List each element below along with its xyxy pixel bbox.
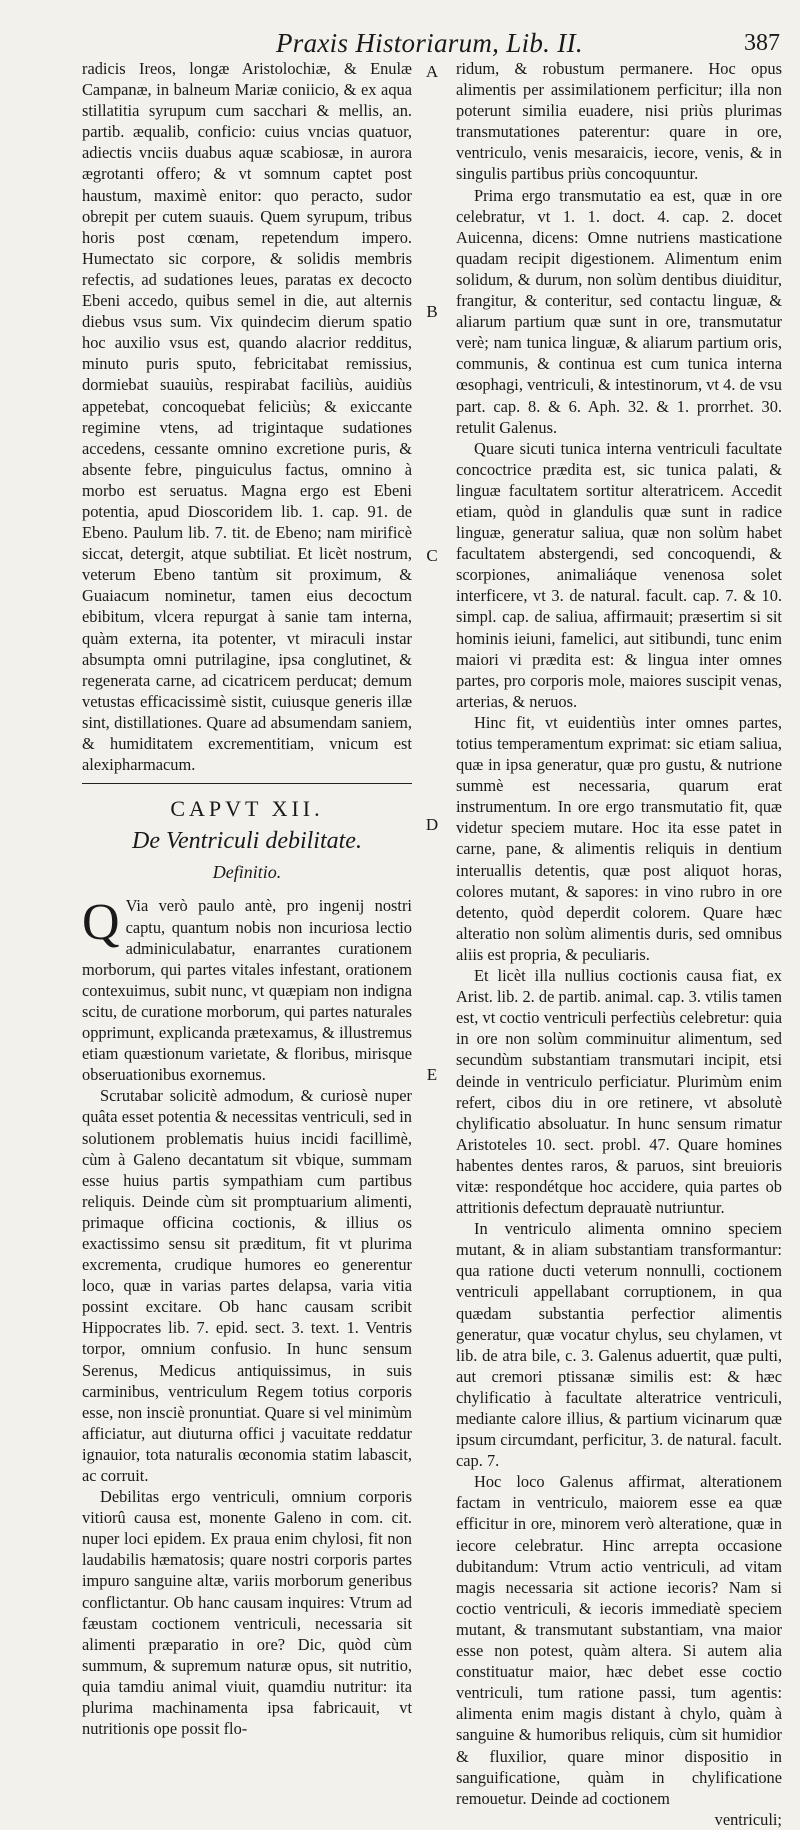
definition-heading: Definitio. — [212, 862, 282, 883]
margin-letter-b: B — [426, 302, 438, 321]
paragraph-scrutabar: Scrutabar solicitè admodum, & curiosè nuper quâta esset potentia & necessitas ventriculi, sed in solutionem problematis huius incidi facillimè, cùm à Galeno decantatum sit vbique, summam esse huius partis sympathiam cum partibus reliquis. Deinde cùm sit promptuarium alimenti, primaque officina coctionis, & illius os exactissimo sensu sit præditum, fit vt plurima excrementa, crudique humores eo generentur loco, quæ in varias partes delapsa, varia vitia possint excitare. Ob hanc causam scribit Hippocrates lib. 7. epid. sect. 3. text. 1. Ventris torpor, omnium confusio. In hunc sensum Serenus, Medicus antiquissimus, in suis carminibus, ventriculum Regem totius corporis esse, non insciè pronuntiat. Quare si vel minimùm afficiatur, aut diuturna offici j vacuitate reddatur ignauior, tota naturalis œconomia statim labascit, ac corruit. — [82, 1086, 412, 1485]
drop-cap: Q — [82, 894, 120, 952]
paragraph-prima: Prima ergo transmutatio ea est, quæ in ore celebratur, vt 1. 1. doct. 4. cap. 2. docet Auicenna, dicens: Omne nutriens masticatione quadam recipit digestionem. Alimentum enim solidum, & durum, non solùm dentibus diuiditur, frangitur, & conteritur, sed contactu linguæ, & aliarum partium quæ sunt in ore, transmutatur verè; nam tunica linguæ, & aliarum partium oris, communis, & continua est cum tunica interna œsophagi, ventriculi, & intestinorum, vt 4. de vsu part. cap. 8. & 6. Aph. 32. & 1. prorrhet. 30. retulit Galenus. — [456, 185, 782, 437]
margin-letter-e: E — [426, 1065, 438, 1084]
right-column — [456, 58, 782, 1830]
margin-letter-d: D — [425, 815, 439, 834]
paragraph-quare: Quare sicuti tunica interna ventriculi facultate concoctrice prædita est, sic tunica palati, & linguæ facultatem sortitur alteratricem. Accedit etiam, quòd in glandulis quæ sunt in radice linguæ, generatur saliua, quæ non solùm habet facultatem abstergendi, sed concoquendi, & scorpiones, animaliáque venenosa solet interficere, vt 3. de natural. facult. cap. 7. & 10. simpl. cap. de saliua, affirmauit; præsertim si sit hominis ieiuni, famelici, aut sitibundi, tunc enim maiori vi prædita est: & lingua inter omnes partes, pro corporis mole, maiores suscipit venas, arterias, & neruos. — [456, 438, 782, 711]
paragraph-in-ventriculo: In ventriculo alimenta omnino speciem mutant, & in aliam substantiam transformantur: qua ratione ducti veterum nonnulli, coctionem ventriculi appellabant corruptionem, in qua quædam substantia perfectior alimentis generatur, quæ vocatur chylus, seu chylamen, vt lib. de atra bile, c. 3. Galenus aduertit, quæ pulti, aut cremori ptissanæ similis est: & hæc chylificatio à facultate alteratrice ventriculi, mediante calore illius, & partium vicinarum quæ ipsum circumdant, perficitur, 3. de natural. facult. cap. 7. — [456, 1219, 782, 1471]
chapter-divider — [82, 783, 412, 784]
page-header — [240, 28, 780, 60]
paragraph-hinc: Hinc fit, vt euidentiùs inter omnes partes, totius temperamentum exprimat: sic etiam saliua, quæ in ipsa generatur, quæ pro gustu, & nutrione summè est necessaria, quarum erat instrumentum. In ore ergo transmutatio fit, quæ videtur speciem mutare. Hoc ita esse patet in carne, pane, & alimentis reliquis in dentium interuallis detentis, quæ post aliquot horas, colores mutant, & sapores: in vino rubro in ore detento, quòd deperdit colorem. Quare hæc alteratio non solùm alimentis duris, sed omnibus aliis est propria, & peculiaris. — [456, 712, 782, 964]
chapter-subtitle: De Ventriculi debilitate. — [132, 828, 362, 855]
catchword: ventriculi; — [714, 1809, 782, 1829]
opening-text: Via verò paulo antè, pro ingenij nostri captu, quantum nobis non incuriosa lectio adminiculabatur, enarrantes curationem morborum, qui partes vitales infestant, orationem contexuimus, subit nunc, vt quæpiam non indigna scitu, de curatione morborum, qui partes naturales opprimunt, explicanda prætexamus, & illustremus etiam quæstionum varietate, & floribus, mirisque obseruationibus exornemus. — [82, 896, 412, 1085]
chapter-title: CAPVT XII. — [170, 796, 324, 822]
paragraph-debilitas: Debilitas ergo ventriculi, omnium corporis vitiorû causa est, monente Galeno in com. cit. nuper loci epidem. Ex praua enim chylosi, fit non laudabilis hæmatosis; quare nostri corporis partes impuro sanguine altæ, variis morborum generibus conflictantur. Ob hanc causam inquires: Vtrum ad fæustam coctionem ventriculi, necessaria sit alimenti præparatio in ore? Dic, quòd cùm summum, & supremum naturæ opus, sit nutritio, quia tamdiu animal viuit, quamdiu nutritur: ita plurima machinamenta ipsa fabricauit, vt nutritionis ope possit flo- — [82, 1487, 412, 1739]
paragraph-hoc-loco: Hoc loco Galenus affirmat, alterationem factam in ventriculo, maiorem esse ea quæ efficitur in ore, minorem verò alteratione, quæ in iecore celebratur. Hinc arrepta occasione dubitandum: Vtrum actio ventriculi, ad vitam magis necessaria sit actione iecoris? Nam si coctio ventriculi, & iecoris immediatè speciem mutant, & transmutant substantiam, vna maior esse non potest, quàm altera. Si autem alia constituatur maior, hæc debet esse coctio ventriculi, tum ratione passi, tum agentis: alimenta enim magis distant à chylo, quàm à sanguine & humoribus reliquis, cùm sit humidior & fluxilior, quare minor dispositio in sanguificatione, quàm in chylificatione remouetur. Deinde ad coctionem — [456, 1472, 782, 1808]
paragraph-et-licet: Et licèt illa nullius coctionis causa fiat, ex Arist. lib. 2. de partib. animal. cap. 3. vtilis tamen est, vt coctio ventriculi perfectiùs celebretur: quia in ore non solùm comminuitur alimentum, sed secundùm substantiam transmutari incipit, etsi deinde in ventriculo perficiatur. Plurimùm enim refert, cibos diu in ore retinere, vt absolutè chylificatio absoluatur. In hunc sensum rimatur Aristoteles 10. sect. probl. 47. Quare homines habentes dentes raros, & paruos, sint breuioris vitæ: respondétque hoc accidere, quia partes ob attritionis defectum deprauatè nutriuntur. — [456, 966, 782, 1218]
page-number: 387 — [744, 30, 780, 56]
paragraph-ridum: ridum, & robustum permanere. Hoc opus alimentis per assimilationem perficitur; illa non poterunt similia euadere, nisi priùs plurimas transmutationes paterentur: quare in ore, ventriculo, venis mesaraicis, iecore, venis, & in singulis partibus priùs concoquuntur. — [456, 59, 782, 184]
margin-letter-a: A — [425, 62, 439, 81]
paragraph-opening — [82, 895, 412, 1085]
margin-letter-c: C — [426, 546, 438, 565]
left-column — [82, 58, 412, 1739]
paragraph-ebeni: radicis Ireos, longæ Aristolochiæ, & Enulæ Campanæ, in balneum Mariæ coniicio, & ex aqua stillatitia syrupum cum sacchari & mellis, an. partib. æqualib, conficio: cuius vncias quatuor, adiectis vnciis duabus aquæ scabiosæ, in aurora ægrotanti offero; & vt somnum captet post haustum, maximè enitor: quo peracto, sudor obrepit per cutem suauis. Quem syrupum, tribus horis post cœnam, repetendum impero. Humectato sic corpore, & solidis membris refectis, ad sudationes leues, paratas ex decocto Ebeni accedo, quibus semel in die, aut alternis diebus vsus sum. Vix quindecim dierum spatio hoc auxilio vsus est, quando alacrior redditus, minuto puris sputo, febricitabat remissius, dormiebat suauiùs, respirabat faciliùs, auidiùs appetebat, concoquebat feliciùs; & exiccante regimine vtens, ad trigintaque sudationes accedens, cessante omnino excretione puris, & absente febre, pinguiculus factus, omnino à morbo est seruatus. Magna ergo est Ebeni potentia, apud Dioscoridem lib. 1. cap. 91. de Ebeno. Paulum lib. 7. tit. de Ebeno; nam mirificè siccat, detergit, atque subtiliat. Et licèt nostrum, veterum Ebeno tantùm sit proximum, & Guaiacum nominetur, tamen eius decoctum ebibitum, vlcera repurgat à sanie tam interna, quàm externa, ita potenter, vt miraculi instar absumpta omni putrilagine, ipsa conglutinet, & regenerata carne, ad cicatricem perducat; demum vetustas efficacissimè sistit, cuiusque generis illæ sint, distillationes. Quare ad absumendam saniem, & humiditatem excrementitiam, vnicum est alexipharmacum. — [82, 59, 412, 775]
running-title: Praxis Historiarum, Lib. II. — [276, 28, 583, 58]
